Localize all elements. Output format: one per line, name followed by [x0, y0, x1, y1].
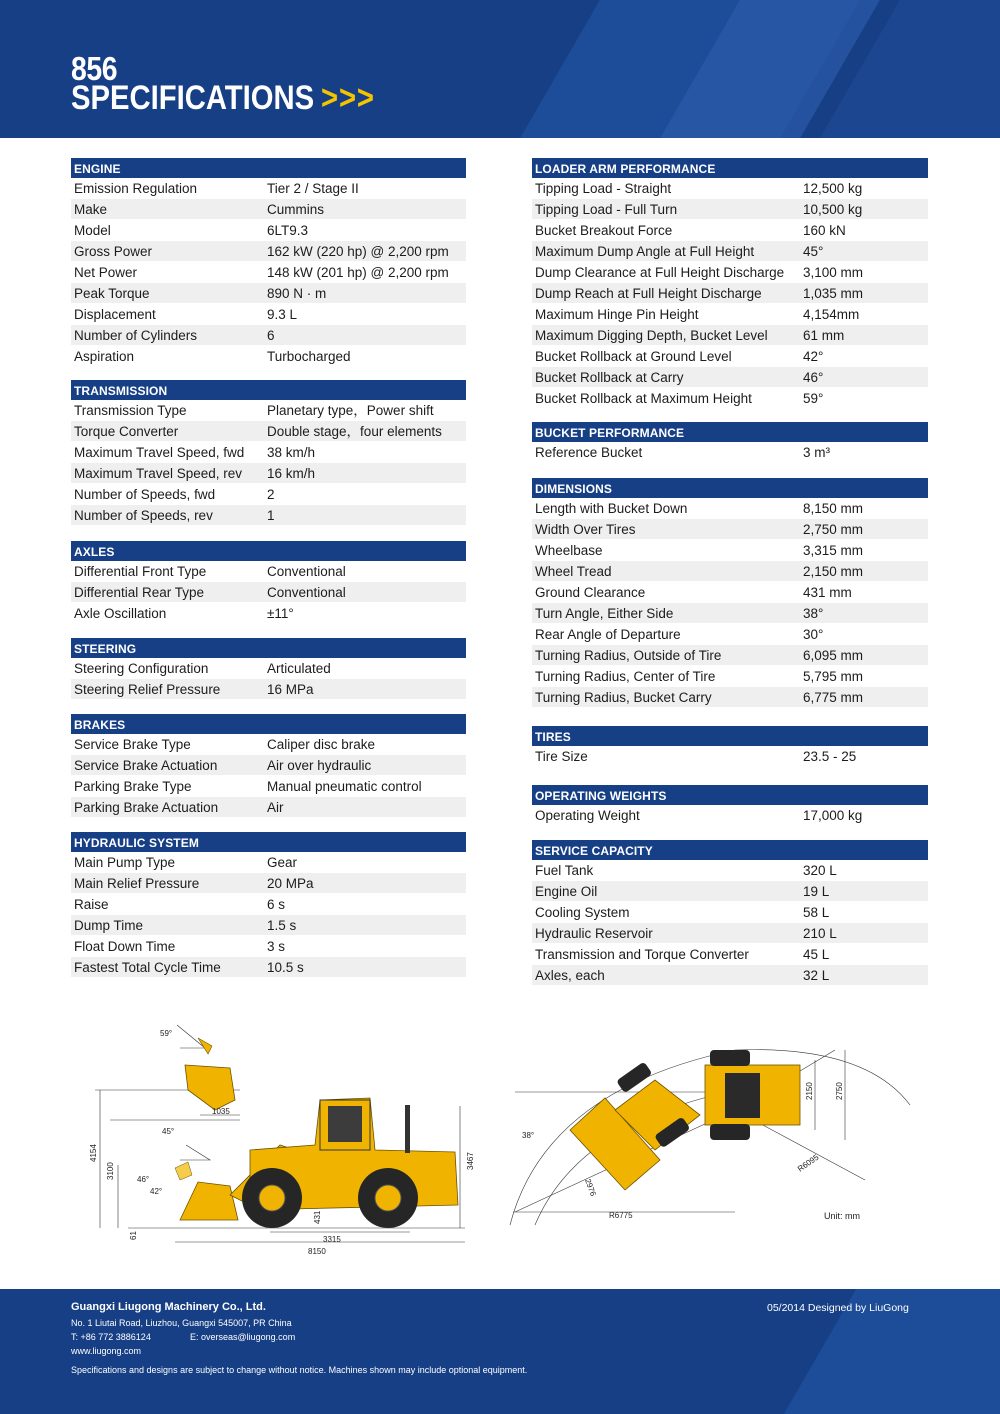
spec-row: [71, 797, 466, 818]
section-heading: BRAKES: [71, 714, 466, 734]
section-transmission: [71, 380, 466, 526]
spec-label: Service Brake Type: [74, 737, 191, 752]
design-credit: 05/2014 Designed by LiuGong: [767, 1302, 909, 1314]
spec-value: Turbocharged: [267, 349, 351, 364]
spec-row: [71, 582, 466, 603]
spec-row: [532, 442, 928, 463]
spec-row: [532, 902, 928, 923]
spec-label: Steering Relief Pressure: [74, 682, 221, 697]
spec-row: [532, 241, 928, 262]
spec-value: 30°: [803, 627, 824, 642]
spec-value: 210 L: [803, 926, 837, 941]
spec-label: Dump Time: [74, 918, 144, 933]
company-phone: T: +86 772 3886124: [71, 1332, 151, 1342]
angle-line: [177, 1025, 205, 1048]
title-text: SPECIFICATIONS: [71, 79, 315, 117]
ground-bucket: [180, 1182, 238, 1220]
wheel: [710, 1050, 750, 1066]
spec-value: Air: [267, 800, 284, 815]
spec-value: 38°: [803, 606, 824, 621]
section-loader-arm-performance: [532, 158, 928, 409]
spec-label: Torque Converter: [74, 424, 179, 439]
spec-row: [71, 484, 466, 505]
spec-label: Tipping Load - Straight: [535, 181, 672, 196]
spec-label: Gross Power: [74, 244, 153, 259]
spec-row: [532, 687, 928, 708]
spec-label: Turn Angle, Either Side: [535, 606, 674, 621]
spec-label: Number of Cylinders: [74, 328, 198, 343]
spec-label: Ground Clearance: [535, 585, 646, 600]
spec-label: Reference Bucket: [535, 445, 643, 460]
spec-label: Fastest Total Cycle Time: [74, 960, 221, 975]
spec-label: Differential Front Type: [74, 564, 207, 579]
spec-row: [532, 325, 928, 346]
section-heading: AXLES: [71, 541, 466, 561]
spec-value: 42°: [803, 349, 824, 364]
spec-value: 23.5 - 25: [803, 749, 857, 764]
label-dump-clearance: 3100: [106, 1162, 115, 1180]
spec-label: Bucket Rollback at Ground Level: [535, 349, 732, 364]
label-angle-top: 59°: [160, 1029, 173, 1038]
spec-value: Manual pneumatic control: [267, 779, 422, 794]
spec-row: [532, 582, 928, 603]
spec-value: 1: [267, 508, 275, 523]
spec-row: [532, 881, 928, 902]
page-title: [71, 81, 375, 115]
spec-value: 5,795 mm: [803, 669, 864, 684]
spec-row: [71, 852, 466, 873]
spec-label: Length with Bucket Down: [535, 501, 688, 516]
spec-row: [71, 505, 466, 526]
spec-label: Aspiration: [74, 349, 135, 364]
spec-value: 20 MPa: [267, 876, 314, 891]
spec-label: Transmission Type: [74, 403, 187, 418]
page-footer: [0, 1289, 1000, 1414]
spec-row: [71, 304, 466, 325]
label-length: 8150: [308, 1247, 326, 1256]
spec-value: 2,750 mm: [803, 522, 864, 537]
spec-label: Emission Regulation: [74, 181, 198, 196]
spec-value: Articulated: [267, 661, 331, 676]
spec-value: 59°: [803, 391, 824, 406]
spec-label: Turning Radius, Bucket Carry: [535, 690, 712, 705]
spec-label: Maximum Digging Depth, Bucket Level: [535, 328, 768, 343]
spec-row: [532, 923, 928, 944]
spec-row: [532, 346, 928, 367]
spec-label: Engine Oil: [535, 884, 598, 899]
spec-value: 32 L: [803, 968, 830, 983]
spec-label: Bucket Rollback at Carry: [535, 370, 684, 385]
tilted-bucket: [198, 1038, 212, 1054]
spec-value: Caliper disc brake: [267, 737, 376, 752]
spec-row: [71, 241, 466, 262]
spec-label: Turning Radius, Outside of Tire: [535, 648, 722, 663]
label-width: 2750: [835, 1082, 844, 1100]
label-radius-bucket: R6775: [609, 1211, 633, 1220]
section-heading: OPERATING WEIGHTS: [532, 785, 928, 805]
spec-value: 320 L: [803, 863, 837, 878]
spec-row: [71, 776, 466, 797]
spec-row: [71, 442, 466, 463]
section-heading: ENGINE: [71, 158, 466, 178]
spec-label: Wheel Tread: [535, 564, 612, 579]
model-number: 856: [71, 50, 118, 87]
angle-line: [180, 1145, 210, 1160]
label-ground-clearance: 431: [313, 1210, 322, 1224]
spec-row: [532, 498, 928, 519]
spec-value: Cummins: [267, 202, 325, 217]
spec-value: 1.5 s: [267, 918, 297, 933]
label-wheelbase: 3315: [323, 1235, 341, 1244]
spec-value: 3,100 mm: [803, 265, 864, 280]
spec-row: [532, 666, 928, 687]
label-dig-depth: 61: [129, 1231, 138, 1240]
spec-value: 2: [267, 487, 275, 502]
spec-label: Turning Radius, Center of Tire: [535, 669, 716, 684]
spec-label: Axles, each: [535, 968, 605, 983]
cab-roof: [725, 1073, 760, 1118]
right-spec-column: [532, 158, 928, 986]
spec-label: Parking Brake Actuation: [74, 800, 219, 815]
carry-bucket: [175, 1162, 192, 1180]
spec-row: [71, 561, 466, 582]
label-tread: 2150: [805, 1082, 814, 1100]
label-turn-angle: 38°: [522, 1131, 535, 1140]
spec-value: Tier 2 / Stage II: [267, 181, 359, 196]
spec-row: [71, 199, 466, 220]
spec-label: Operating Weight: [535, 808, 640, 823]
disclaimer-note: Specifications and designs are subject to change without notice. Machines shown may include optional equipment.: [71, 1365, 528, 1375]
spec-row: [532, 283, 928, 304]
spec-label: Maximum Travel Speed, rev: [74, 466, 243, 481]
spec-row: [532, 645, 928, 666]
spec-row: [71, 679, 466, 700]
spec-value: 8,150 mm: [803, 501, 864, 516]
spec-value: 431 mm: [803, 585, 852, 600]
spec-row: [71, 603, 466, 624]
spec-row: [532, 860, 928, 881]
section-tires: [532, 726, 928, 767]
spec-label: Maximum Dump Angle at Full Height: [535, 244, 755, 259]
spec-label: Fuel Tank: [535, 863, 594, 878]
spec-row: [71, 734, 466, 755]
label-angle-carry: 46°: [137, 1175, 150, 1184]
company-name: Guangxi Liugong Machinery Co., Ltd.: [71, 1301, 266, 1313]
spec-value: 9.3 L: [267, 307, 298, 322]
spec-value: Planetary type，Power shift: [267, 403, 434, 418]
spec-value: 6,095 mm: [803, 648, 864, 663]
spec-row: [71, 283, 466, 304]
spec-row: [532, 519, 928, 540]
spec-row: [71, 873, 466, 894]
exhaust-stack: [405, 1105, 410, 1153]
spec-value: 4,154mm: [803, 307, 860, 322]
spec-value: 3 m³: [803, 445, 830, 460]
spec-row: [71, 463, 466, 484]
spec-label: Net Power: [74, 265, 138, 280]
spec-value: 45 L: [803, 947, 830, 962]
spec-value: ±11°: [267, 606, 294, 621]
section-heading: LOADER ARM PERFORMANCE: [532, 158, 928, 178]
spec-label: Bucket Breakout Force: [535, 223, 673, 238]
spec-row: [532, 178, 928, 199]
spec-row: [71, 220, 466, 241]
spec-row: [532, 944, 928, 965]
spec-value: 12,500 kg: [803, 181, 863, 196]
spec-value: 6,775 mm: [803, 690, 864, 705]
rear-wheel-hub: [375, 1185, 401, 1211]
company-email[interactable]: E: overseas@liugong.com: [190, 1332, 296, 1342]
section-heading: STEERING: [71, 638, 466, 658]
section-steering: [71, 638, 466, 700]
spec-row: [71, 178, 466, 199]
left-spec-column: [71, 158, 466, 978]
spec-row: [71, 936, 466, 957]
spec-value: 61 mm: [803, 328, 845, 343]
spec-value: 46°: [803, 370, 824, 385]
spec-value: 2,150 mm: [803, 564, 864, 579]
label-radius-outside: R6095: [795, 1152, 821, 1174]
spec-label: Tire Size: [535, 749, 588, 764]
section-bucket-performance: [532, 422, 928, 463]
cab-window: [328, 1106, 362, 1142]
section-brakes: [71, 714, 466, 818]
spec-row: [532, 304, 928, 325]
spec-label: Hydraulic Reservoir: [535, 926, 653, 941]
spec-label: Wheelbase: [535, 543, 603, 558]
page-header: [0, 0, 1000, 138]
spec-row: [532, 624, 928, 645]
spec-value: 3 s: [267, 939, 286, 954]
spec-row: [532, 746, 928, 767]
spec-row: [532, 388, 928, 409]
spec-row: [532, 805, 928, 826]
spec-label: Displacement: [74, 307, 156, 322]
label-reach: 1035: [212, 1107, 230, 1116]
spec-label: Make: [74, 202, 108, 217]
section-heading: SERVICE CAPACITY: [532, 840, 928, 860]
spec-value: 16 km/h: [267, 466, 316, 481]
spec-label: Service Brake Actuation: [74, 758, 218, 773]
spec-value: 17,000 kg: [803, 808, 863, 823]
spec-value: Air over hydraulic: [267, 758, 372, 773]
section-operating-weights: [532, 785, 928, 826]
spec-value: 10,500 kg: [803, 202, 863, 217]
spec-value: Gear: [267, 855, 298, 870]
spec-label: Number of Speeds, rev: [74, 508, 213, 523]
section-heading: DIMENSIONS: [532, 478, 928, 498]
spec-value: 3,315 mm: [803, 543, 864, 558]
front-wheel-hub: [259, 1185, 285, 1211]
spec-label: Steering Configuration: [74, 661, 209, 676]
spec-label: Dump Reach at Full Height Discharge: [535, 286, 762, 301]
spec-row: [71, 325, 466, 346]
spec-label: Maximum Hinge Pin Height: [535, 307, 699, 322]
spec-label: Cooling System: [535, 905, 630, 920]
section-service-capacity: [532, 840, 928, 986]
label-overall-height: 3467: [466, 1152, 475, 1170]
label-hinge-height: 4154: [89, 1144, 98, 1162]
spec-value: 38 km/h: [267, 445, 316, 460]
spec-label: Peak Torque: [74, 286, 150, 301]
spec-label: Width Over Tires: [535, 522, 636, 537]
spec-row: [532, 561, 928, 582]
section-heading: HYDRAULIC SYSTEM: [71, 832, 466, 852]
label-angle-ground: 42°: [150, 1187, 163, 1196]
section-heading: BUCKET PERFORMANCE: [532, 422, 928, 442]
spec-label: Model: [74, 223, 111, 238]
spec-label: Transmission and Torque Converter: [535, 947, 749, 962]
spec-value: 16 MPa: [267, 682, 314, 697]
spec-label: Axle Oscillation: [74, 606, 167, 621]
spec-value: 6LT9.3: [267, 223, 309, 238]
spec-label: Parking Brake Type: [74, 779, 192, 794]
spec-row: [532, 199, 928, 220]
title-arrows: >>>: [321, 79, 375, 117]
spec-label: Raise: [74, 897, 109, 912]
spec-row: [532, 603, 928, 624]
spec-value: Double stage，four elements: [267, 424, 442, 439]
spec-value: 45°: [803, 244, 824, 259]
spec-value: Conventional: [267, 585, 346, 600]
section-heading: TIRES: [532, 726, 928, 746]
spec-row: [532, 262, 928, 283]
spec-row: [71, 400, 466, 421]
spec-value: 1,035 mm: [803, 286, 864, 301]
spec-label: Main Pump Type: [74, 855, 176, 870]
spec-value: 6: [267, 328, 275, 343]
spec-row: [532, 367, 928, 388]
spec-label: Rear Angle of Departure: [535, 627, 681, 642]
company-address: No. 1 Liutai Road, Liuzhou, Guangxi 545007, PR China: [71, 1318, 292, 1328]
spec-value: 160 kN: [803, 223, 846, 238]
spec-row: [532, 965, 928, 986]
spec-row: [532, 220, 928, 241]
spec-row: [71, 894, 466, 915]
top-view-diagram: [505, 1040, 925, 1230]
section-hydraulic-system: [71, 832, 466, 978]
spec-row: [532, 540, 928, 561]
wheel: [710, 1124, 750, 1140]
spec-row: [71, 421, 466, 442]
side-view-diagram: [80, 1010, 500, 1270]
spec-value: 162 kW (220 hp) @ 2,200 rpm: [267, 244, 449, 259]
spec-row: [71, 346, 466, 367]
spec-label: Differential Rear Type: [74, 585, 205, 600]
spec-value: 58 L: [803, 905, 830, 920]
spec-row: [71, 957, 466, 978]
spec-row: [71, 915, 466, 936]
section-dimensions: [532, 478, 928, 708]
spec-value: 890 N · m: [267, 286, 327, 301]
spec-value: 6 s: [267, 897, 286, 912]
spec-value: 148 kW (201 hp) @ 2,200 rpm: [267, 265, 449, 280]
spec-label: Maximum Travel Speed, fwd: [74, 445, 245, 460]
company-website[interactable]: www.liugong.com: [71, 1346, 142, 1356]
spec-label: Float Down Time: [74, 939, 176, 954]
spec-label: Tipping Load - Full Turn: [535, 202, 678, 217]
spec-row: [71, 262, 466, 283]
section-engine: [71, 158, 466, 367]
spec-value: 10.5 s: [267, 960, 304, 975]
spec-label: Dump Clearance at Full Height Discharge: [535, 265, 785, 280]
spec-value: 19 L: [803, 884, 830, 899]
spec-label: Main Relief Pressure: [74, 876, 200, 891]
spec-row: [71, 755, 466, 776]
label-angle-dump: 45°: [162, 1127, 175, 1136]
label-bucket-width: 2976: [583, 1177, 598, 1198]
unit-label: Unit: mm: [824, 1211, 860, 1221]
raised-bucket: [185, 1065, 235, 1110]
section-axles: [71, 541, 466, 624]
spec-value: Conventional: [267, 564, 346, 579]
spec-row: [71, 658, 466, 679]
spec-label: Bucket Rollback at Maximum Height: [535, 391, 752, 406]
spec-label: Number of Speeds, fwd: [74, 487, 216, 502]
section-heading: TRANSMISSION: [71, 380, 466, 400]
